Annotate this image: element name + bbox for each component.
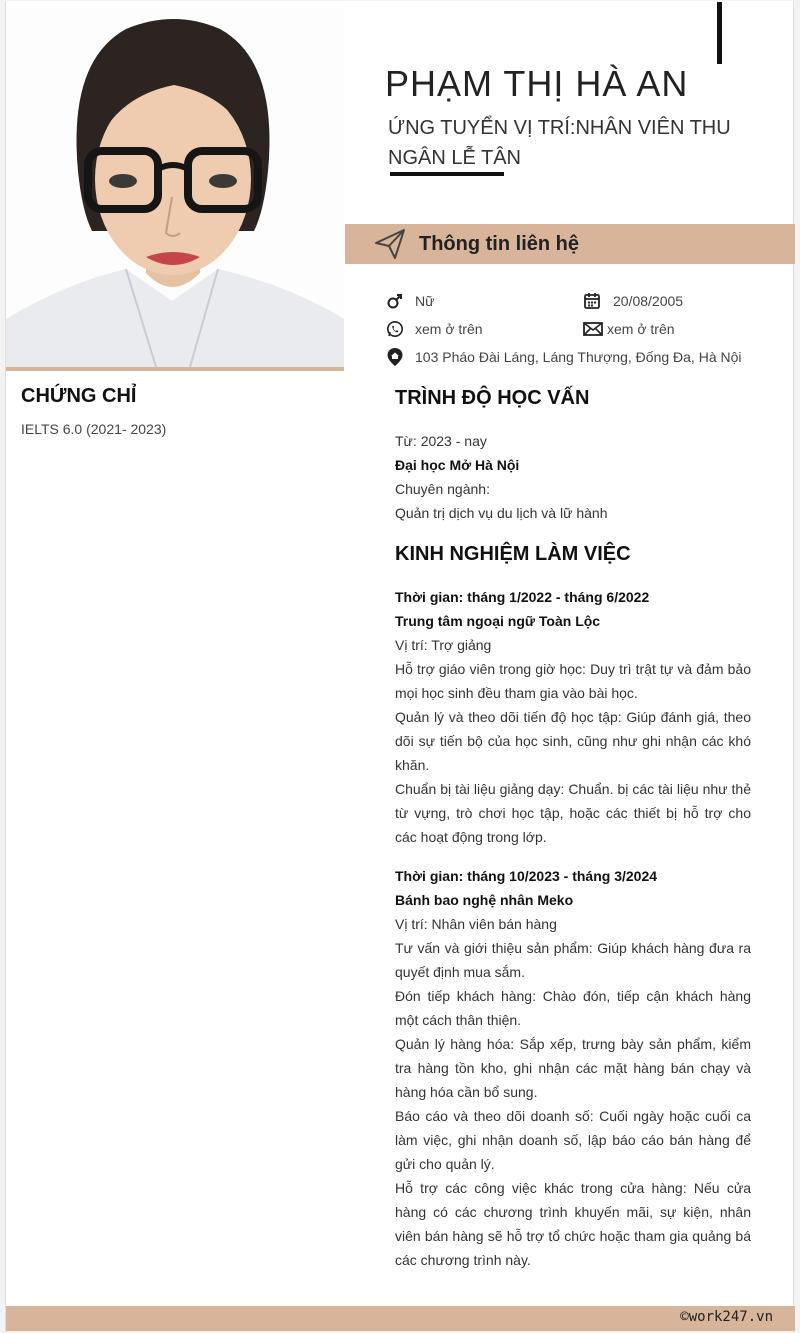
applied-position: ỨNG TUYỂN VỊ TRÍ:NHÂN VIÊN THU NGÂN LỄ TÂN [388,117,731,169]
position-underline [390,172,504,176]
experience-title: KINH NGHIỆM LÀM VIỆC [395,543,631,565]
candidate-name: PHẠM THỊ HÀ AN [385,63,689,104]
paper-plane-icon [373,227,407,266]
job-duty: Hỗ trợ các công việc khác trong cửa hàng: Nếu cửa hàng có các chương trình khuyến mãi, sự kiện, nhân viên bán hàng sẽ hỗ trợ tổ chức hoặc tham gia quảng bá các chương trình này. [395,1180,751,1268]
job-role: Vị trí: Nhân viên bán hàng [395,916,557,932]
job-company: Trung tâm ngoại ngữ Toàn Lộc [395,613,601,629]
footer-bar [6,1306,795,1331]
certificates-title: CHỨNG CHỈ [21,385,137,407]
job-duty: Quản lý và theo dõi tiến độ học tập: Giúp đánh giá, theo dõi sự tiến bộ của học sinh, cũng như ghi nhận các khó khăn. [395,709,751,773]
education-block [395,429,751,525]
email-value: xem ở trên [607,321,675,337]
job-duty: Hỗ trợ giáo viên trong giờ học: Duy trì trật tự và đảm bảo mọi học sinh đều tham gia vào bài học. [395,661,751,701]
watermark: ©work247.vn [680,1309,773,1325]
calendar-icon [583,292,601,315]
education-major: Quản trị dịch vụ du lịch và lữ hành [395,505,608,521]
contact-section-title: Thông tin liên hệ [419,233,579,255]
job-role: Vị trí: Trợ giảng [395,637,492,653]
education-period: Từ: 2023 - nay [395,433,487,449]
header-accent-bar [717,2,722,64]
education-title: TRÌNH ĐỘ HỌC VẤN [395,387,590,409]
contact-section-header [345,224,795,264]
job-duty: Báo cáo và theo dõi doanh số: Cuối ngày hoặc cuối ca làm việc, ghi nhận doanh số, lập báo cáo bán hàng để gửi cho quản lý. [395,1108,751,1172]
phone-value: xem ở trên [415,321,483,337]
cv-page [5,1,794,1331]
job-entry-1 [395,585,751,849]
job-entry-2 [395,864,751,1272]
job-period: Thời gian: tháng 10/2023 - tháng 3/2024 [395,868,658,884]
job-duty: Chuẩn bị tài liệu giảng dạy: Chuẩn. bị các tài liệu như thẻ từ vựng, trò chơi học tập, hoặc các thiết bị hỗ trợ cho các hoạt động trong lớp. [395,781,751,845]
job-company: Bánh bao nghệ nhân Meko [395,892,574,908]
phone-icon [386,320,404,343]
gender-icon [386,292,404,315]
certificate-item: IELTS 6.0 (2021- 2023) [21,421,167,437]
education-major-label: Chuyên ngành: [395,481,490,497]
job-duty: Đón tiếp khách hàng: Chào đón, tiếp cận khách hàng một cách thân thiện. [395,988,751,1028]
gender-value: Nữ [415,293,435,309]
location-icon [386,347,404,372]
photo-accent-bar [6,367,344,371]
birthday-value: 20/08/2005 [613,293,684,309]
job-duty: Quản lý hàng hóa: Sắp xếp, trưng bày sản phẩm, kiểm tra hàng tồn kho, ghi nhận các mặt hàng bán chạy và hàng hóa cần bổ sung. [395,1036,751,1100]
address-value: 103 Pháo Đài Láng, Láng Thượng, Đống Đa, Hà Nội [415,349,742,365]
job-period: Thời gian: tháng 1/2022 - tháng 6/2022 [395,589,650,605]
education-school: Đại học Mở Hà Nội [395,457,520,473]
job-duty: Tư vấn và giới thiệu sản phẩm: Giúp khách hàng đưa ra quyết định mua sắm. [395,940,751,980]
email-icon [583,321,603,342]
profile-photo [6,1,344,367]
